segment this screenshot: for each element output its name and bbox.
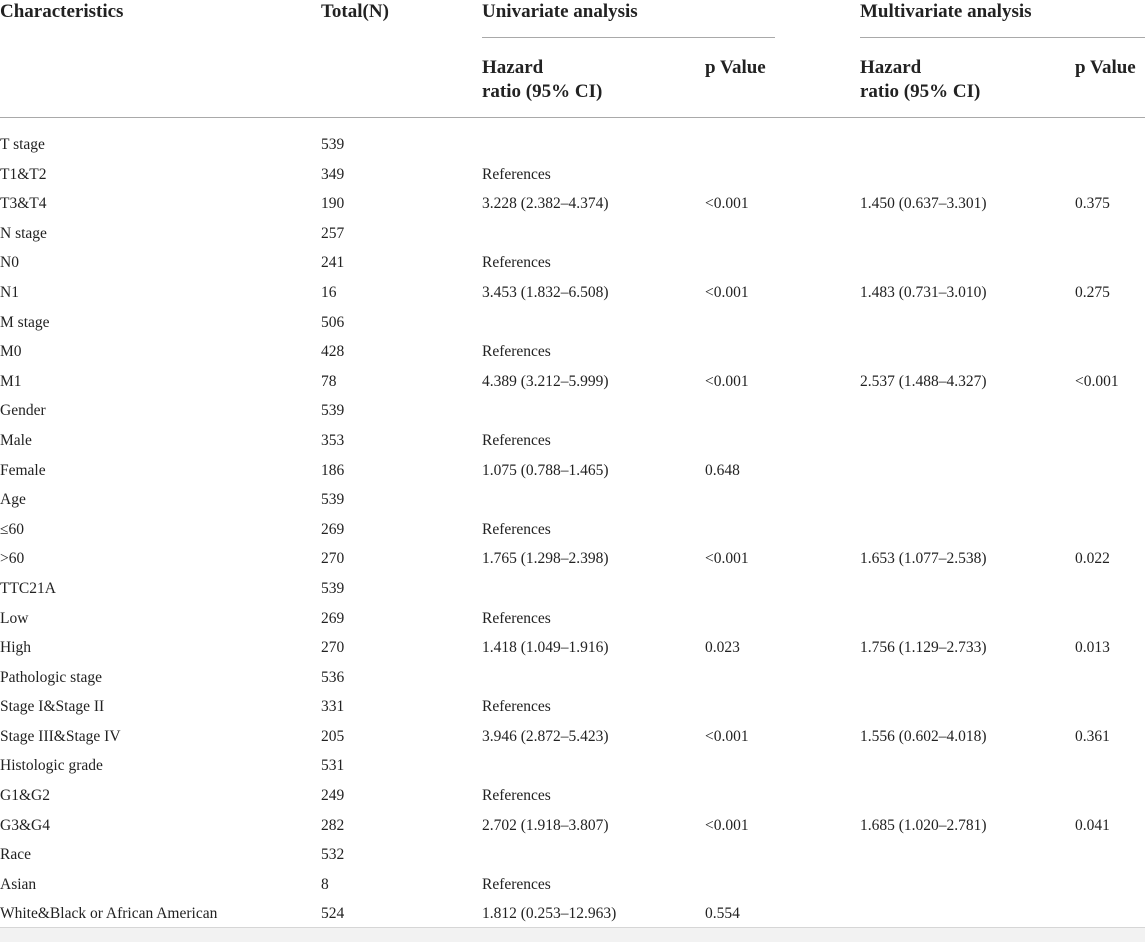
table-row (0, 248, 1145, 278)
row-univariate-p-value: <0.001 (705, 727, 749, 745)
row-total: 531 (321, 757, 345, 775)
row-univariate-hazard-ratio: 1.765 (1.298–2.398) (482, 550, 609, 568)
row-characteristic: Male (0, 431, 32, 449)
row-total: 257 (321, 224, 345, 242)
row-total: 539 (321, 579, 345, 597)
header-bottom-rule (0, 117, 1145, 118)
table-body (0, 130, 1145, 929)
row-univariate-p-value: 0.554 (705, 905, 740, 923)
row-univariate-hazard-ratio: 4.389 (3.212–5.999) (482, 372, 609, 390)
multivariate-hazard-ratio-header: Hazard ratio (95% CI) (860, 57, 981, 102)
col-header-univariate: Univariate analysis (482, 1, 638, 22)
table-row (0, 337, 1145, 367)
row-characteristic: Pathologic stage (0, 668, 103, 686)
row-univariate-hazard-ratio: References (482, 254, 551, 272)
row-total: 349 (321, 165, 345, 183)
row-multivariate-hazard-ratio: 1.685 (1.020–2.781) (860, 816, 987, 834)
row-total: 16 (321, 283, 337, 301)
univariate-p-value-header: p Value (705, 57, 766, 78)
row-multivariate-p-value: 0.041 (1075, 816, 1110, 834)
row-characteristic: Stage I&Stage II (0, 698, 105, 716)
row-characteristic: High (0, 639, 31, 657)
table-row (0, 130, 1145, 160)
row-characteristic: Female (0, 461, 46, 479)
row-total: 186 (321, 461, 345, 479)
row-univariate-hazard-ratio: References (482, 698, 551, 716)
row-total: 539 (321, 402, 345, 420)
row-univariate-p-value: 0.023 (705, 639, 740, 657)
row-univariate-hazard-ratio: References (482, 875, 551, 893)
row-characteristic: Gender (0, 402, 46, 420)
row-characteristic: ≤60 (0, 520, 25, 538)
table-row (0, 515, 1145, 545)
row-total: 270 (321, 639, 345, 657)
row-univariate-hazard-ratio: 3.946 (2.872–5.423) (482, 727, 609, 745)
row-characteristic: T1&T2 (0, 165, 47, 183)
row-characteristic: N0 (0, 254, 19, 272)
row-characteristic: TTC21A (0, 579, 56, 597)
row-univariate-hazard-ratio: 1.418 (1.049–1.916) (482, 639, 609, 657)
col-header-characteristics: Characteristics (0, 1, 124, 22)
table-row (0, 633, 1145, 663)
row-total: 536 (321, 668, 345, 686)
row-total: 506 (321, 313, 345, 331)
row-univariate-hazard-ratio: References (482, 165, 551, 183)
table-row (0, 751, 1145, 781)
row-characteristic: G1&G2 (0, 787, 50, 805)
row-multivariate-p-value: 0.022 (1075, 550, 1110, 568)
row-characteristic: Stage III&Stage IV (0, 727, 121, 745)
row-univariate-hazard-ratio: References (482, 787, 551, 805)
row-characteristic: N1 (0, 283, 19, 301)
row-multivariate-hazard-ratio: 1.556 (0.602–4.018) (860, 727, 987, 745)
table-row (0, 870, 1145, 900)
table-row (0, 574, 1145, 604)
row-univariate-p-value: <0.001 (705, 195, 749, 213)
row-multivariate-p-value: 0.013 (1075, 639, 1110, 657)
table-row (0, 396, 1145, 426)
row-multivariate-hazard-ratio: 1.483 (0.731–3.010) (860, 283, 987, 301)
row-univariate-p-value: <0.001 (705, 550, 749, 568)
row-univariate-p-value: 0.648 (705, 461, 740, 479)
row-total: 539 (321, 136, 345, 153)
table-row (0, 219, 1145, 249)
row-characteristic: White&Black or African American (0, 905, 218, 923)
table-row (0, 811, 1145, 841)
table-row (0, 456, 1145, 486)
table-row (0, 663, 1145, 693)
col-header-multivariate: Multivariate analysis (860, 1, 1032, 22)
row-total: 269 (321, 609, 345, 627)
table-row (0, 485, 1145, 515)
row-total: 190 (321, 195, 345, 213)
row-total: 241 (321, 254, 345, 272)
row-multivariate-p-value: 0.275 (1075, 283, 1110, 301)
row-characteristic: M1 (0, 372, 22, 390)
col-header-total: Total(N) (321, 1, 389, 22)
table-row (0, 189, 1145, 219)
row-univariate-hazard-ratio: References (482, 520, 551, 538)
row-total: 331 (321, 698, 345, 716)
row-multivariate-hazard-ratio: 1.756 (1.129–2.733) (860, 639, 987, 657)
row-total: 8 (321, 875, 329, 893)
row-total: 78 (321, 372, 337, 390)
row-univariate-p-value: <0.001 (705, 816, 749, 834)
table-row (0, 722, 1145, 752)
row-characteristic: Race (0, 846, 31, 864)
row-univariate-p-value: <0.001 (705, 283, 749, 301)
multivariate-p-value-header: p Value (1075, 57, 1136, 78)
row-characteristic: >60 (0, 550, 25, 568)
row-total: 353 (321, 431, 345, 449)
univariate-hazard-ratio-header: Hazard ratio (95% CI) (482, 57, 603, 102)
multivariate-underline (860, 37, 1145, 38)
table-row (0, 840, 1145, 870)
row-total: 205 (321, 727, 345, 745)
table-row (0, 544, 1145, 574)
row-multivariate-p-value: 0.375 (1075, 195, 1110, 213)
row-total: 282 (321, 816, 345, 834)
row-total: 539 (321, 491, 345, 509)
row-univariate-hazard-ratio: References (482, 431, 551, 449)
row-total: 428 (321, 343, 345, 361)
table-row (0, 308, 1145, 338)
row-total: 269 (321, 520, 345, 538)
row-univariate-p-value: <0.001 (705, 372, 749, 390)
row-univariate-hazard-ratio: 1.812 (0.253–12.963) (482, 905, 617, 923)
table-row (0, 278, 1145, 308)
row-characteristic: Low (0, 609, 29, 627)
table-row (0, 160, 1145, 190)
row-univariate-hazard-ratio: 2.702 (1.918–3.807) (482, 816, 609, 834)
table-row (0, 367, 1145, 397)
row-characteristic: Asian (0, 875, 37, 893)
univariate-underline (482, 37, 775, 38)
row-characteristic: G3&G4 (0, 816, 50, 834)
row-univariate-hazard-ratio: References (482, 343, 551, 361)
row-multivariate-hazard-ratio: 1.450 (0.637–3.301) (860, 195, 987, 213)
table-row (0, 692, 1145, 722)
row-multivariate-hazard-ratio: 2.537 (1.488–4.327) (860, 372, 987, 390)
row-total: 249 (321, 787, 345, 805)
row-characteristic: M stage (0, 313, 50, 331)
table-row (0, 426, 1145, 456)
row-multivariate-p-value: <0.001 (1075, 372, 1119, 390)
row-total: 270 (321, 550, 345, 568)
row-multivariate-hazard-ratio: 1.653 (1.077–2.538) (860, 550, 987, 568)
row-univariate-hazard-ratio: References (482, 609, 551, 627)
row-characteristic: T stage (0, 136, 45, 153)
row-univariate-hazard-ratio: 3.228 (2.382–4.374) (482, 195, 609, 213)
row-univariate-hazard-ratio: 1.075 (0.788–1.465) (482, 461, 609, 479)
table-row (0, 899, 1145, 929)
row-univariate-hazard-ratio: 3.453 (1.832–6.508) (482, 283, 609, 301)
row-characteristic: Histologic grade (0, 757, 103, 775)
row-characteristic: M0 (0, 343, 22, 361)
table-row (0, 604, 1145, 634)
table-bottom-band (0, 927, 1145, 942)
row-characteristic: N stage (0, 224, 47, 242)
row-multivariate-p-value: 0.361 (1075, 727, 1110, 745)
table-row (0, 781, 1145, 811)
row-total: 532 (321, 846, 345, 864)
row-characteristic: T3&T4 (0, 195, 47, 213)
row-total: 524 (321, 905, 345, 923)
row-characteristic: Age (0, 491, 26, 509)
